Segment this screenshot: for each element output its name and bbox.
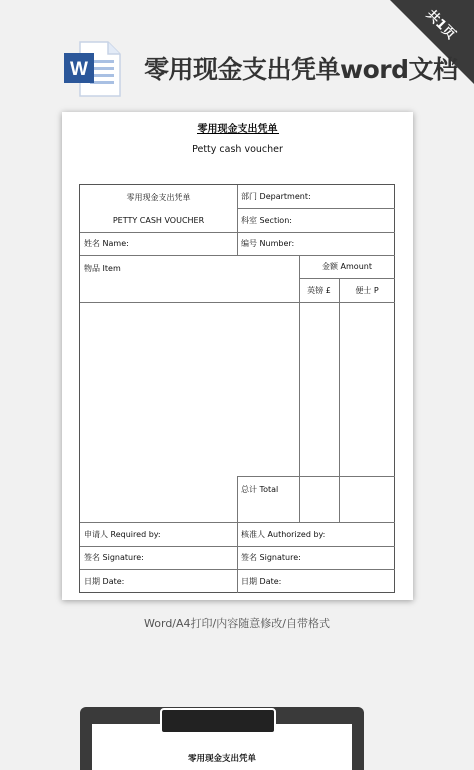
preview-title: 零用现金支出凭单 bbox=[187, 754, 256, 764]
voucher-form bbox=[79, 184, 395, 593]
signature-left-field[interactable]: 签名 Signature: bbox=[84, 553, 144, 562]
clipboard-clip bbox=[160, 708, 276, 734]
header bbox=[62, 38, 474, 104]
doc-title: 零用现金支出凭单 bbox=[197, 124, 278, 135]
doc-subtitle: Petty cash voucher bbox=[192, 144, 283, 155]
required-by-field[interactable]: 申请人 Required by: bbox=[84, 529, 161, 539]
date-left-field[interactable]: 日期 Date: bbox=[84, 576, 125, 586]
document-page bbox=[62, 112, 413, 600]
doc-title-underline bbox=[197, 133, 279, 134]
svg-text:W: W bbox=[70, 59, 88, 80]
name-field[interactable]: 姓名 Name: bbox=[84, 239, 129, 248]
pence-header: 便士 P bbox=[355, 285, 379, 295]
word-doc-icon bbox=[62, 40, 122, 98]
item-header: 物品 Item bbox=[84, 264, 121, 273]
amount-header: 金额 Amount bbox=[322, 262, 372, 271]
header-title: 零用现金支出凭单word文档 bbox=[144, 55, 458, 84]
voucher-cn: 零用现金支出凭单 bbox=[126, 192, 191, 202]
section-field[interactable]: 科室 Section: bbox=[241, 215, 292, 225]
total-label: 总计 Total bbox=[241, 485, 279, 494]
page-count-label: 共1页 bbox=[422, 7, 459, 43]
date-right-field[interactable]: 日期 Date: bbox=[241, 576, 282, 586]
feature-caption: Word/A4打印/内容随意修改/自带格式 bbox=[144, 617, 330, 630]
signature-right-field[interactable]: 签名 Signature: bbox=[241, 553, 301, 562]
authorized-by-field[interactable]: 核准人 Authorized by: bbox=[241, 529, 326, 539]
number-field[interactable]: 编号 Number: bbox=[241, 239, 295, 248]
pound-header: 英镑 £ bbox=[307, 285, 331, 295]
department-field[interactable]: 部门 Department: bbox=[241, 192, 311, 201]
voucher-en: PETTY CASH VOUCHER bbox=[112, 215, 205, 225]
